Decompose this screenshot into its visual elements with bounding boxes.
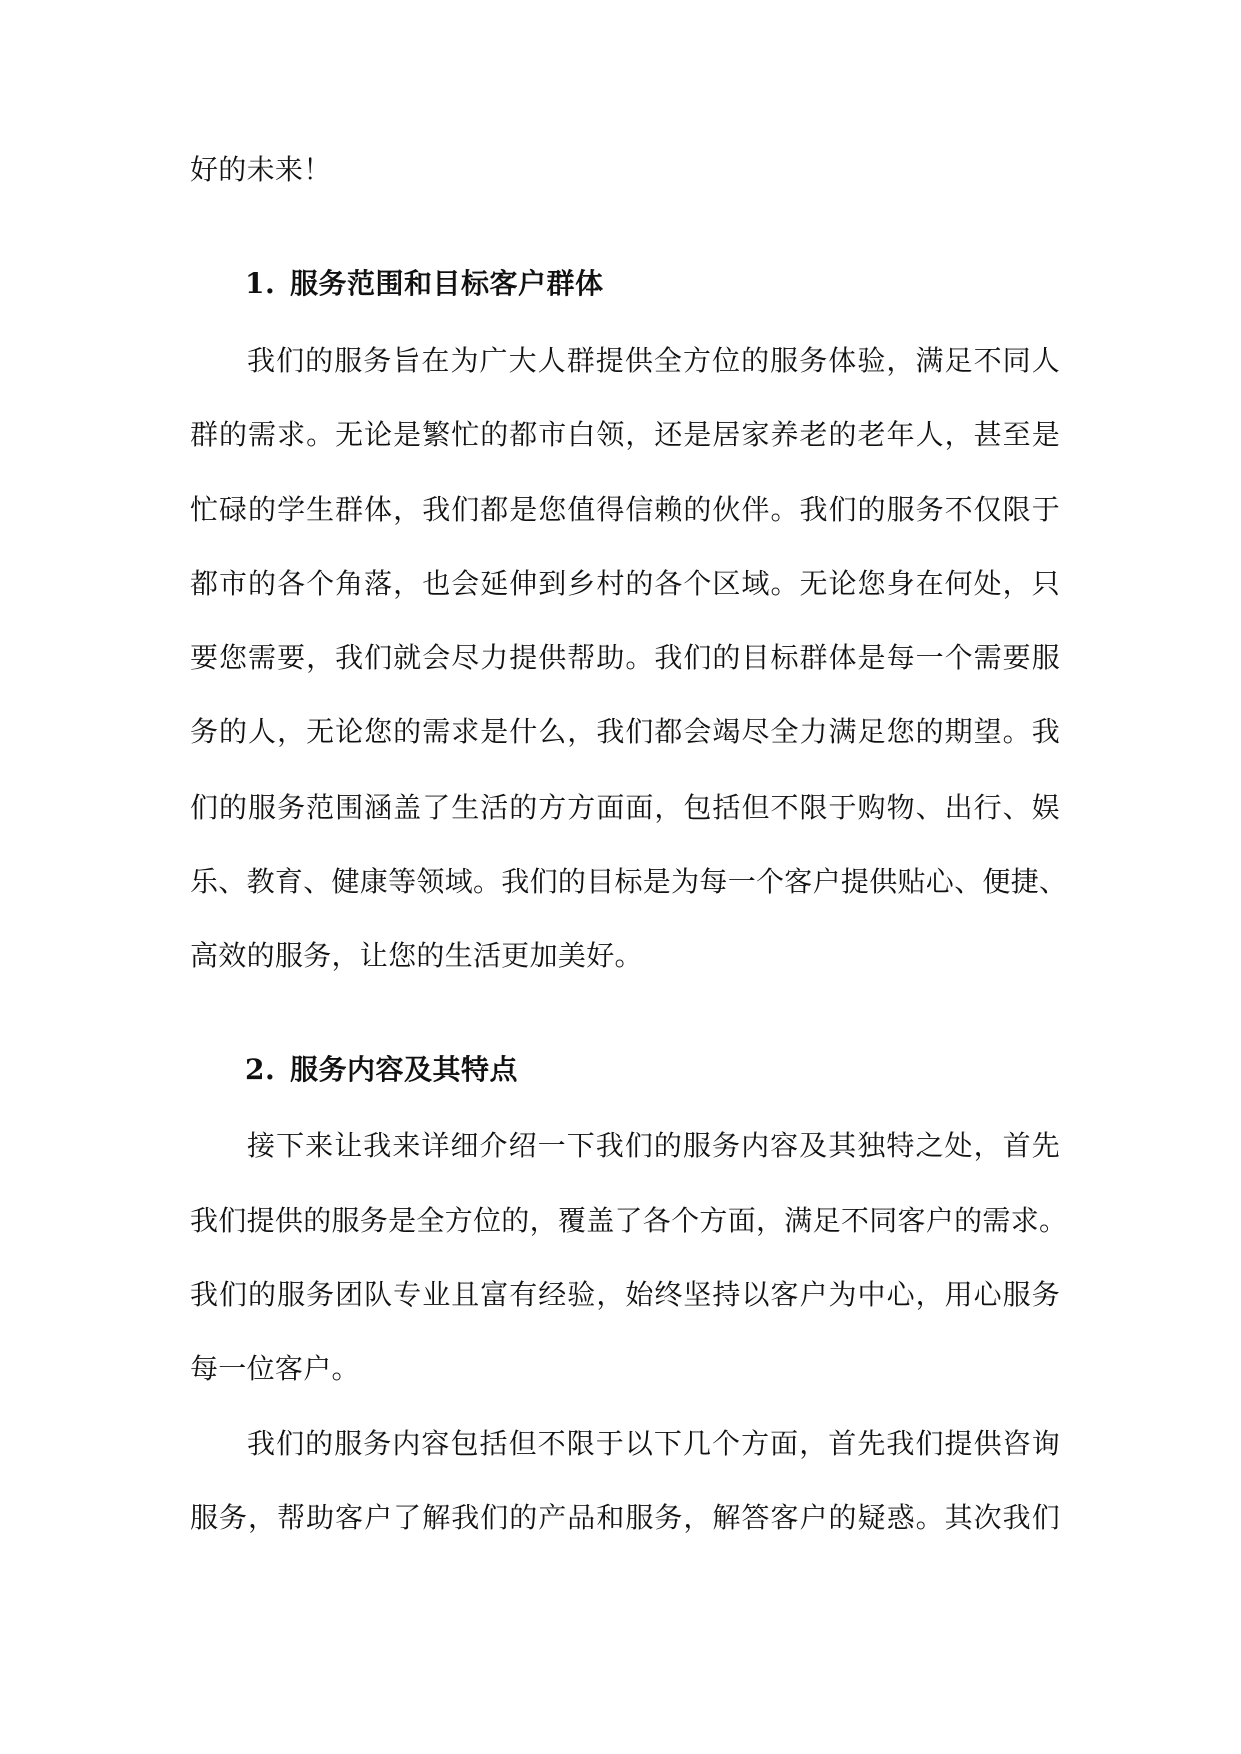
section-2-line: 我们提供的服务是全方位的，覆盖了各个方面，满足不同客户的需求。 <box>190 1204 1068 1237</box>
opening-line: 好的未来！ <box>190 153 332 186</box>
section-2-line: 每一位客户。 <box>190 1352 360 1385</box>
section-1-line: 忙碌的学生群体，我们都是您值得信赖的伙伴。我们的服务不仅限于 <box>190 493 1060 526</box>
section-2-line: 接下来让我来详细介绍一下我们的服务内容及其独特之处，首先 <box>247 1129 1060 1162</box>
section-1-title: 服务范围和目标客户群体 <box>290 267 604 300</box>
section-1-line: 群的需求。无论是繁忙的都市白领，还是居家养老的老年人，甚至是 <box>190 418 1060 451</box>
section-1-line: 乐、教育、健康等领域。我们的目标是为每一个客户提供贴心、便捷、 <box>190 865 1068 898</box>
section-2-title: 服务内容及其特点 <box>290 1053 519 1086</box>
section-1-line: 都市的各个角落，也会延伸到乡村的各个区域。无论您身在何处，只 <box>190 567 1060 600</box>
section-1-line: 要您需要，我们就会尽力提供帮助。我们的目标群体是每一个需要服 <box>190 641 1060 674</box>
section-2-line: 我们的服务团队专业且富有经验，始终坚持以客户为中心，用心服务 <box>190 1278 1060 1311</box>
section-1-line: 们的服务范围涵盖了生活的方方面面，包括但不限于购物、出行、娱 <box>190 791 1060 824</box>
section-2-line: 服务，帮助客户了解我们的产品和服务，解答客户的疑惑。其次我们 <box>190 1501 1060 1534</box>
section-1-line: 务的人，无论您的需求是什么，我们都会竭尽全力满足您的期望。我 <box>190 715 1060 748</box>
section-2-number: 2. <box>245 1053 276 1086</box>
section-1-line: 高效的服务，让您的生活更加美好。 <box>190 939 643 972</box>
section-1-heading <box>245 264 604 304</box>
section-2-heading <box>245 1050 518 1090</box>
section-1-number: 1. <box>245 267 276 300</box>
section-1-line: 我们的服务旨在为广大人群提供全方位的服务体验，满足不同人 <box>247 344 1060 377</box>
section-2-line: 我们的服务内容包括但不限于以下几个方面，首先我们提供咨询 <box>247 1427 1060 1460</box>
